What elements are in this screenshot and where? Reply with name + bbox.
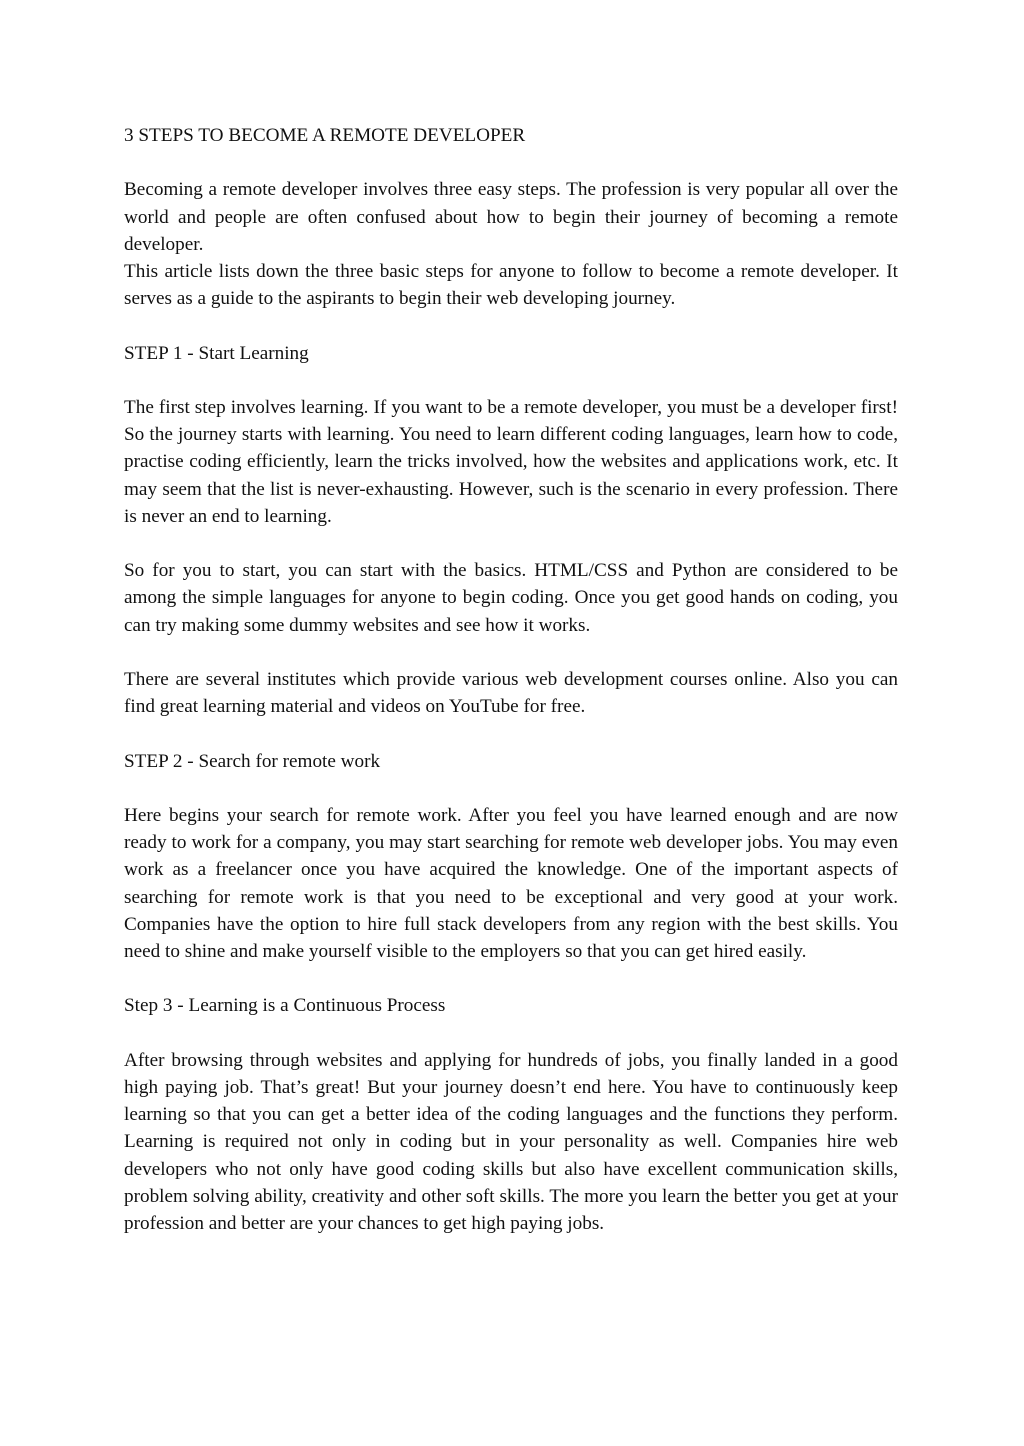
step1-paragraph: The first step involves learning. If you want to be a remote developer, you must be a developer first! So the journey starts with learning. You need to learn different coding languages, learn how to code, practise coding efficiently, learn the tricks involved, how the websites and applications work, etc. It may seem that the list is never-exhausting. However, such is the scenario in every profession. There is never an end to learning. xyxy=(124,396,898,527)
document-title: 3 STEPS TO BECOME A REMOTE DEVELOPER xyxy=(124,125,526,146)
intro-paragraph: Becoming a remote developer involves three easy steps. The profession is very popular all over the world and people are often confused about how to begin their journey of becoming a remote developer. xyxy=(124,179,898,255)
document-page xyxy=(124,122,898,1237)
spacer xyxy=(124,965,898,992)
spacer xyxy=(124,775,898,802)
step3-heading: Step 3 - Learning is a Continuous Process xyxy=(124,995,446,1017)
spacer xyxy=(124,1020,898,1047)
step2-paragraph: Here begins your search for remote work. After you feel you have learned enough and are now ready to work for a company, you may start searching for remote web developer jobs. You may even work as a freelancer once you have acquired the knowledge. One of the important aspects of searching for remote work is that you need to be exceptional and very good at your work. Companies have the option to hire full stack developers from any region with the best skills. You need to shine and make yourself visible to the employers so that you can get hired easily. xyxy=(124,804,898,962)
spacer xyxy=(124,149,898,176)
intro-paragraph: This article lists down the three basic steps for anyone to follow to become a remote developer. It serves as a guide to the aspirants to begin their web developing journey. xyxy=(124,261,898,310)
spacer xyxy=(124,312,898,339)
step3-paragraph: After browsing through websites and applying for hundreds of jobs, you finally landed in a good high paying job. That’s great! But your journey doesn’t end here. You have to continuously keep learning so that you can get a better idea of the coding languages and the functions they perform. Learning is required not only in coding but in your personality as well. Companies hire web developers who not only have good coding skills but also have excellent communication skills, problem solving ability, creativity and other soft skills. The more you learn the better you get at your profession and better are your chances to get high paying jobs. xyxy=(124,1049,898,1234)
spacer xyxy=(124,530,898,557)
step1-paragraph: So for you to start, you can start with the basics. HTML/CSS and Python are considered to be among the simple languages for anyone to begin coding. Once you get good hands on coding, you can try making some dummy websites and see how it works. xyxy=(124,560,898,636)
spacer xyxy=(124,367,898,394)
step1-heading: STEP 1 - Start Learning xyxy=(124,342,309,364)
step1-paragraph: There are several institutes which provide various web development courses online. Also you can find great learning material and videos on YouTube for free. xyxy=(124,668,898,718)
spacer xyxy=(124,639,898,666)
step2-heading: STEP 2 - Search for remote work xyxy=(124,750,381,772)
spacer xyxy=(124,720,898,747)
